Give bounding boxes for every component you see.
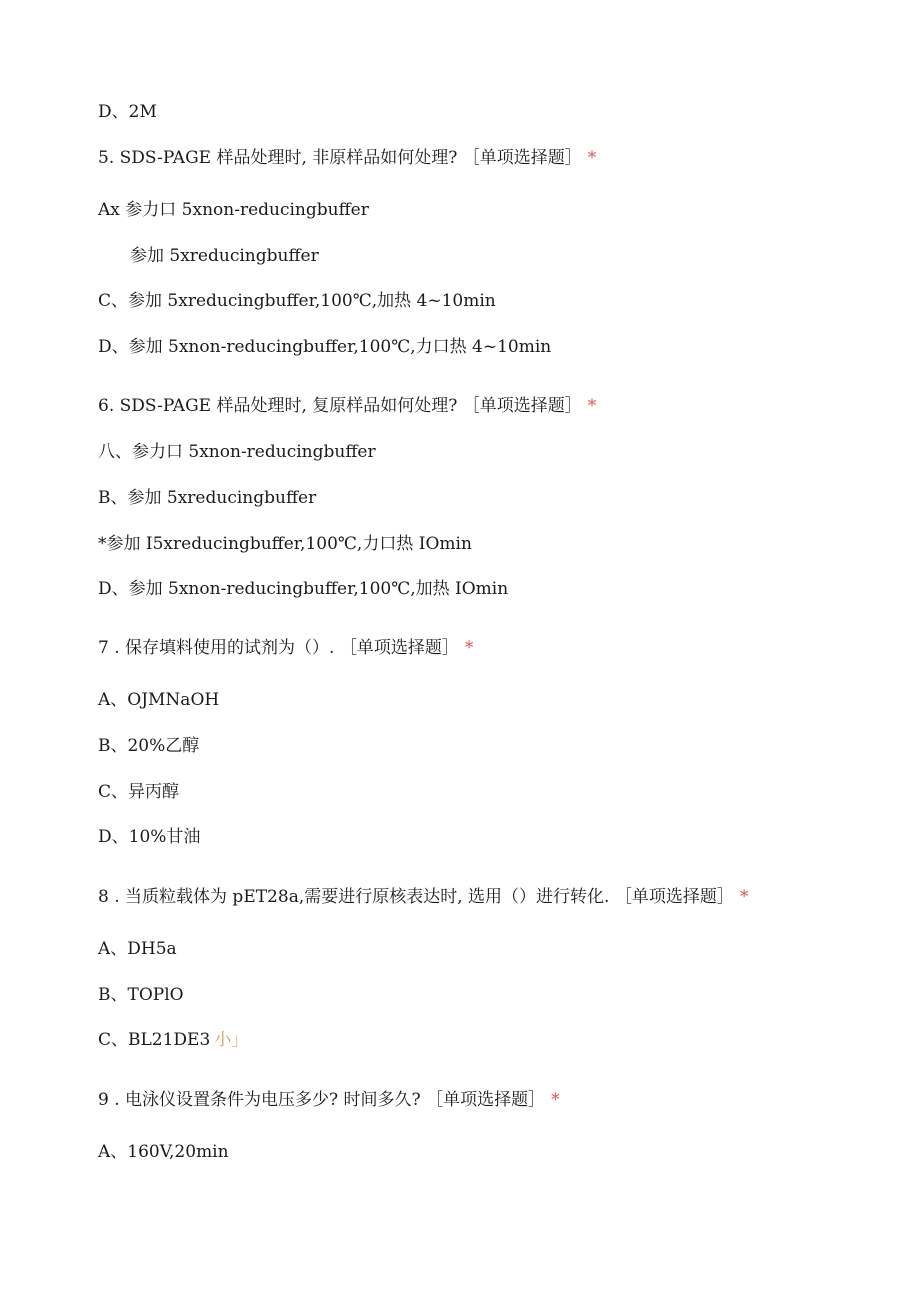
option-d-q7: D、10%甘油	[98, 827, 201, 847]
question-5: 5. SDS-PAGE 样品处理时, 非原样品如何处理? ［单项选择题］ *	[98, 148, 597, 168]
option-b-q8: B、TOPlO	[98, 985, 184, 1005]
question-9: 9 . 电泳仪设置条件为电压多少? 时间多久? ［单项选择题］ *	[98, 1090, 560, 1110]
option-b-q5: 参加 5xreducingbuffer	[130, 246, 319, 266]
option-a-q5: Ax 参力口 5xnon-reducingbuffer	[98, 200, 369, 220]
option-c-q6: *参加 I5xreducingbuffer,100℃,力口热 IOmin	[98, 534, 472, 554]
question-6: 6. SDS-PAGE 样品处理时, 复原样品如何处理? ［单项选择题］ *	[98, 396, 597, 416]
scan-artifact-note: 小」	[214, 1030, 249, 1050]
option-c-q5: C、参加 5xreducingbuffer,100℃,加热 4~10min	[98, 291, 496, 311]
question-7: 7 . 保存填料使用的试剂为（）. ［单项选择题］ *	[98, 638, 474, 658]
option-a-q8: A、DH5a	[98, 939, 177, 959]
option-a-q7: A、OJMNaOH	[98, 690, 220, 710]
required-mark: *	[587, 148, 597, 168]
option-c-q7: C、异丙醇	[98, 782, 180, 802]
option-c-q8: C、BL21DE3 小」	[98, 1030, 249, 1050]
question-8: 8 . 当质粒载体为 pET28a,需要进行原核表达时, 选用（）进行转化. ［单项选择题］ *	[98, 887, 749, 907]
option-b-q6: B、参加 5xreducingbuffer	[98, 488, 317, 508]
option-a-q9: A、160V,20min	[98, 1142, 229, 1162]
option-d-q6: D、参加 5xnon-reducingbuffer,100℃,加热 IOmin	[98, 579, 509, 599]
option-b-q7: B、20%乙醇	[98, 736, 200, 756]
option-a-q6: 八、参力口 5xnon-reducingbuffer	[98, 442, 376, 462]
option-d-q5: D、参加 5xnon-reducingbuffer,100℃,力口热 4~10min	[98, 337, 552, 357]
required-mark: *	[551, 1090, 560, 1110]
required-mark: *	[587, 396, 597, 416]
required-mark: *	[739, 887, 749, 907]
option-d-q4: D、2M	[98, 102, 157, 122]
required-mark: *	[464, 638, 474, 658]
